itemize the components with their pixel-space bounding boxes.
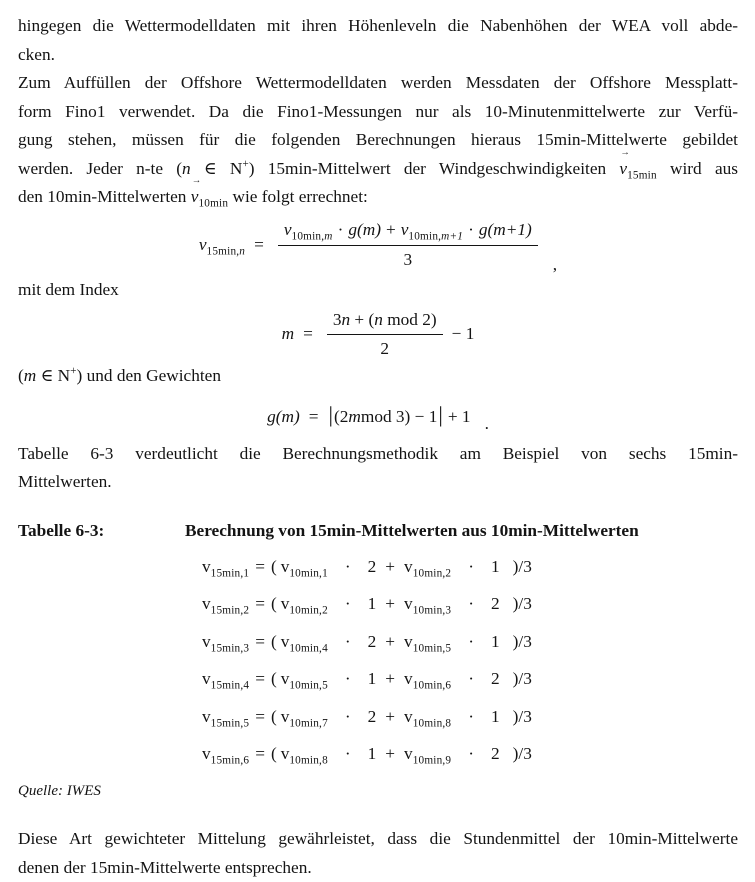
formula-tail: − 1 — [452, 321, 475, 346]
subscript: 15min,5 — [211, 717, 250, 729]
math-var-v: v — [619, 159, 627, 178]
row-lhs — [202, 703, 249, 732]
paragraph-table-ref — [18, 440, 738, 497]
text-line: mit dem Index — [18, 276, 738, 305]
dot-operator: · — [468, 665, 474, 694]
math-var-v: v — [191, 187, 199, 206]
open-paren: ( — [271, 703, 277, 732]
fraction-numerator — [327, 307, 443, 335]
math-var-v: v — [202, 744, 211, 763]
table-row — [202, 698, 738, 736]
equals-sign: = — [255, 628, 265, 657]
calculation-table — [202, 548, 738, 773]
text-segment: ( — [18, 366, 24, 385]
dot-operator: · — [468, 703, 474, 732]
plus-operator: + — [385, 590, 395, 619]
paragraph-conclusion — [18, 825, 738, 882]
formula-tail: + 1 — [448, 401, 471, 433]
dot-operator: · — [345, 590, 351, 619]
dot-operator: · — [345, 665, 351, 694]
text-line: cken. — [18, 41, 738, 70]
weight-value: 2 — [491, 590, 500, 619]
math-var-v: v — [401, 220, 409, 239]
math-text: + ( — [350, 310, 374, 329]
row-term2 — [404, 665, 451, 694]
open-paren: ( — [271, 665, 277, 694]
weight-value: 2 — [491, 740, 500, 769]
subscript: 10min,8 — [413, 717, 452, 729]
row-term2 — [404, 628, 451, 657]
subscript: 10min,7 — [289, 717, 328, 729]
math-var-v: v — [281, 669, 290, 688]
plus-operator: + — [385, 665, 395, 694]
weight-value: 1 — [491, 628, 500, 657]
subscript: 15min,3 — [211, 642, 250, 654]
fraction-denominator: 2 — [327, 335, 443, 361]
subscript-text: 10min, — [408, 231, 441, 243]
open-paren: ( — [271, 628, 277, 657]
vector-arrow-icon: → — [620, 149, 630, 159]
math-var-v: v — [281, 707, 290, 726]
table-caption-title: Berechnung von 15min-Mittelwerten aus 10min-Mittelwerten — [185, 521, 639, 540]
dot-operator: · — [345, 703, 351, 732]
formula-15min-average — [18, 214, 738, 276]
math-var-m: m — [348, 401, 360, 433]
math-var-v: v — [202, 557, 211, 576]
table-caption-label: Tabelle 6-3: — [18, 517, 185, 546]
dot-operator: · — [338, 220, 344, 239]
equals-sign: = — [255, 740, 265, 769]
close-paren-div3: )/3 — [513, 665, 532, 694]
formula-period: . — [485, 408, 489, 440]
row-term1 — [281, 740, 328, 769]
math-func-g: g(m) — [348, 220, 381, 239]
subscript: 15min,6 — [211, 754, 250, 766]
vector-v — [191, 183, 199, 212]
subscript: 10min,5 — [413, 642, 452, 654]
plus-operator: + — [385, 628, 395, 657]
formula-index-m — [18, 306, 738, 362]
row-term1 — [281, 553, 328, 582]
fraction — [327, 307, 443, 361]
dot-operator: · — [468, 220, 474, 239]
math-var-v: v — [404, 744, 413, 763]
weight-value: 2 — [368, 553, 377, 582]
weight-value: 2 — [368, 703, 377, 732]
subscript-text: 15min, — [207, 245, 240, 257]
math-var-v: v — [199, 235, 207, 254]
vector-arrow-icon: → — [192, 177, 202, 187]
row-lhs — [202, 665, 249, 694]
math-var-m: m — [282, 321, 294, 346]
subscript: 10min,6 — [413, 679, 452, 691]
dot-operator: · — [468, 590, 474, 619]
table-row — [202, 586, 738, 624]
math-var-v: v — [202, 707, 211, 726]
math-var-v: v — [202, 594, 211, 613]
equals-sign: = — [303, 321, 313, 346]
math-var-v: v — [202, 669, 211, 688]
weight-value: 1 — [368, 740, 377, 769]
text-segment: wie folgt errechnet: — [228, 187, 368, 206]
math-var-v: v — [404, 594, 413, 613]
close-paren-div3: )/3 — [513, 628, 532, 657]
text-segment: ) und den Gewichten — [77, 366, 221, 385]
text-line: denen der 15min-Mittelwerte entsprechen. — [18, 854, 738, 882]
plus-operator: + — [385, 703, 395, 732]
subscript: 10min,2 — [289, 604, 328, 616]
subscript: 15min,1 — [211, 567, 250, 579]
row-term1 — [281, 665, 328, 694]
equals-sign: = — [255, 665, 265, 694]
weight-value: 2 — [491, 665, 500, 694]
math-var-v: v — [202, 632, 211, 651]
math-func-g: g(m) — [267, 401, 300, 433]
text-segment: wird aus — [657, 159, 738, 178]
plus-operator: + — [386, 220, 396, 239]
subscript: 15min,2 — [211, 604, 250, 616]
weight-value: 1 — [491, 703, 500, 732]
text-segment: ) 15min-Mittelwert der Windgeschwindigkeiten — [249, 159, 620, 178]
equals-sign: = — [255, 703, 265, 732]
row-term1 — [281, 703, 328, 732]
plus-operator: + — [385, 553, 395, 582]
subscript: 10min,1 — [289, 567, 328, 579]
weight-value: 1 — [491, 553, 500, 582]
subscript: 10min,5 — [289, 679, 328, 691]
paragraph-method — [18, 69, 738, 212]
close-paren-div3: )/3 — [513, 740, 532, 769]
dot-operator: · — [345, 740, 351, 769]
math-var-v: v — [404, 632, 413, 651]
subscript: 10min,8 — [289, 754, 328, 766]
close-paren-div3: )/3 — [513, 553, 532, 582]
open-paren: ( — [271, 740, 277, 769]
math-var-v: v — [281, 557, 290, 576]
text-line-inline-math — [18, 362, 738, 391]
weight-value: 1 — [368, 665, 377, 694]
subscript — [207, 245, 246, 257]
subscript: 10min,9 — [413, 754, 452, 766]
subscript-index: n — [239, 245, 245, 257]
abs-bar: | — [438, 399, 443, 431]
text-line: Mittelwerten. — [18, 468, 738, 497]
subscript: 10min — [198, 197, 228, 209]
equals-sign: = — [255, 553, 265, 582]
fraction-denominator: 3 — [278, 246, 538, 272]
table-row — [202, 736, 738, 774]
equals-sign: = — [255, 590, 265, 619]
math-var-m: m — [24, 366, 36, 385]
plus-operator: + — [385, 740, 395, 769]
dot-operator: · — [345, 628, 351, 657]
dot-operator: · — [468, 628, 474, 657]
dot-operator: · — [345, 553, 351, 582]
table-caption — [18, 517, 738, 546]
math-var-v: v — [281, 632, 290, 651]
dot-operator: · — [468, 553, 474, 582]
math-var-v: v — [281, 744, 290, 763]
text-line: hingegen die Wettermodelldaten mit ihren Höhenleveln die Nabenhöhen der WEA voll abde- — [18, 12, 738, 41]
text-line: Zum Auffüllen der Offshore Wettermodelldaten werden Messdaten der Offshore Messplatt- — [18, 69, 738, 98]
fraction-numerator — [278, 217, 538, 245]
weight-value: 2 — [368, 628, 377, 657]
math-var-v: v — [404, 669, 413, 688]
text-line: gung stehen, müssen für die folgenden Berechnungen hieraus 15min-Mittelwerte gebildet — [18, 126, 738, 155]
subscript — [292, 231, 333, 243]
math-text: mod 3) − 1 — [361, 401, 437, 433]
subscript: 10min,2 — [413, 567, 452, 579]
math-var-v: v — [404, 707, 413, 726]
row-term1 — [281, 590, 328, 619]
table-row — [202, 661, 738, 699]
close-paren-div3: )/3 — [513, 590, 532, 619]
math-var-v: v — [284, 220, 292, 239]
text-segment: werden. Jeder n-te ( — [18, 159, 182, 178]
math-var-v: v — [404, 557, 413, 576]
formula-lhs — [199, 232, 245, 257]
equals-sign: = — [254, 232, 264, 257]
text-line: form Fino1 verwendet. Da die Fino1-Messungen nur als 10-Minutenmittelwerte zur Verfü- — [18, 98, 738, 127]
row-lhs — [202, 553, 249, 582]
text-line: Diese Art gewichteter Mittelung gewährleistet, dass die Stundenmittel der 10min-Mittelwerte — [18, 825, 738, 854]
superscript-plus: + — [242, 158, 248, 170]
subscript-text: 10min, — [292, 231, 325, 243]
abs-bar: | — [328, 399, 333, 431]
formula-comma: , — [553, 252, 557, 277]
weight-value: 1 — [368, 590, 377, 619]
math-text: (2 — [334, 401, 348, 433]
subscript: 15min,4 — [211, 679, 250, 691]
text-line: Tabelle 6-3 verdeutlicht die Berechnungsmethodik am Beispiel von sechs 15min- — [18, 440, 738, 469]
text-line-inline-math — [18, 183, 738, 212]
dot-operator: · — [468, 740, 474, 769]
row-term2 — [404, 703, 451, 732]
equals-sign: = — [309, 401, 319, 433]
math-var-v: v — [281, 594, 290, 613]
math-func-g: g(m+1) — [479, 220, 532, 239]
text-segment: den 10min-Mittelwerten — [18, 187, 191, 206]
table-row — [202, 548, 738, 586]
source-note: Quelle: IWES — [18, 777, 738, 801]
row-term2 — [404, 590, 451, 619]
text-line-inline-math — [18, 155, 738, 184]
close-paren-div3: )/3 — [513, 703, 532, 732]
open-paren: ( — [271, 590, 277, 619]
row-lhs — [202, 590, 249, 619]
math-text: mod 2) — [383, 310, 437, 329]
formula-weights-g — [18, 399, 738, 431]
open-paren: ( — [271, 553, 277, 582]
fraction — [278, 217, 538, 271]
subscript-index: m — [324, 231, 332, 243]
row-lhs — [202, 628, 249, 657]
math-var-n: n — [182, 159, 191, 178]
row-term2 — [404, 740, 451, 769]
row-term1 — [281, 628, 328, 657]
paragraph-intro — [18, 12, 738, 69]
math-var-n: n — [341, 310, 350, 329]
math-text: 3 — [333, 310, 342, 329]
text-segment: ∈ N — [191, 159, 243, 178]
row-term2 — [404, 553, 451, 582]
math-var-n: n — [374, 310, 383, 329]
subscript: 15min — [627, 169, 657, 181]
subscript-index: m+1 — [441, 231, 463, 243]
superscript-plus: + — [70, 365, 76, 377]
subscript: 10min,3 — [413, 604, 452, 616]
vector-v — [619, 155, 627, 184]
subscript: 10min,4 — [289, 642, 328, 654]
table-row — [202, 623, 738, 661]
subscript — [408, 231, 463, 243]
text-segment: ∈ N — [36, 366, 70, 385]
row-lhs — [202, 740, 249, 769]
